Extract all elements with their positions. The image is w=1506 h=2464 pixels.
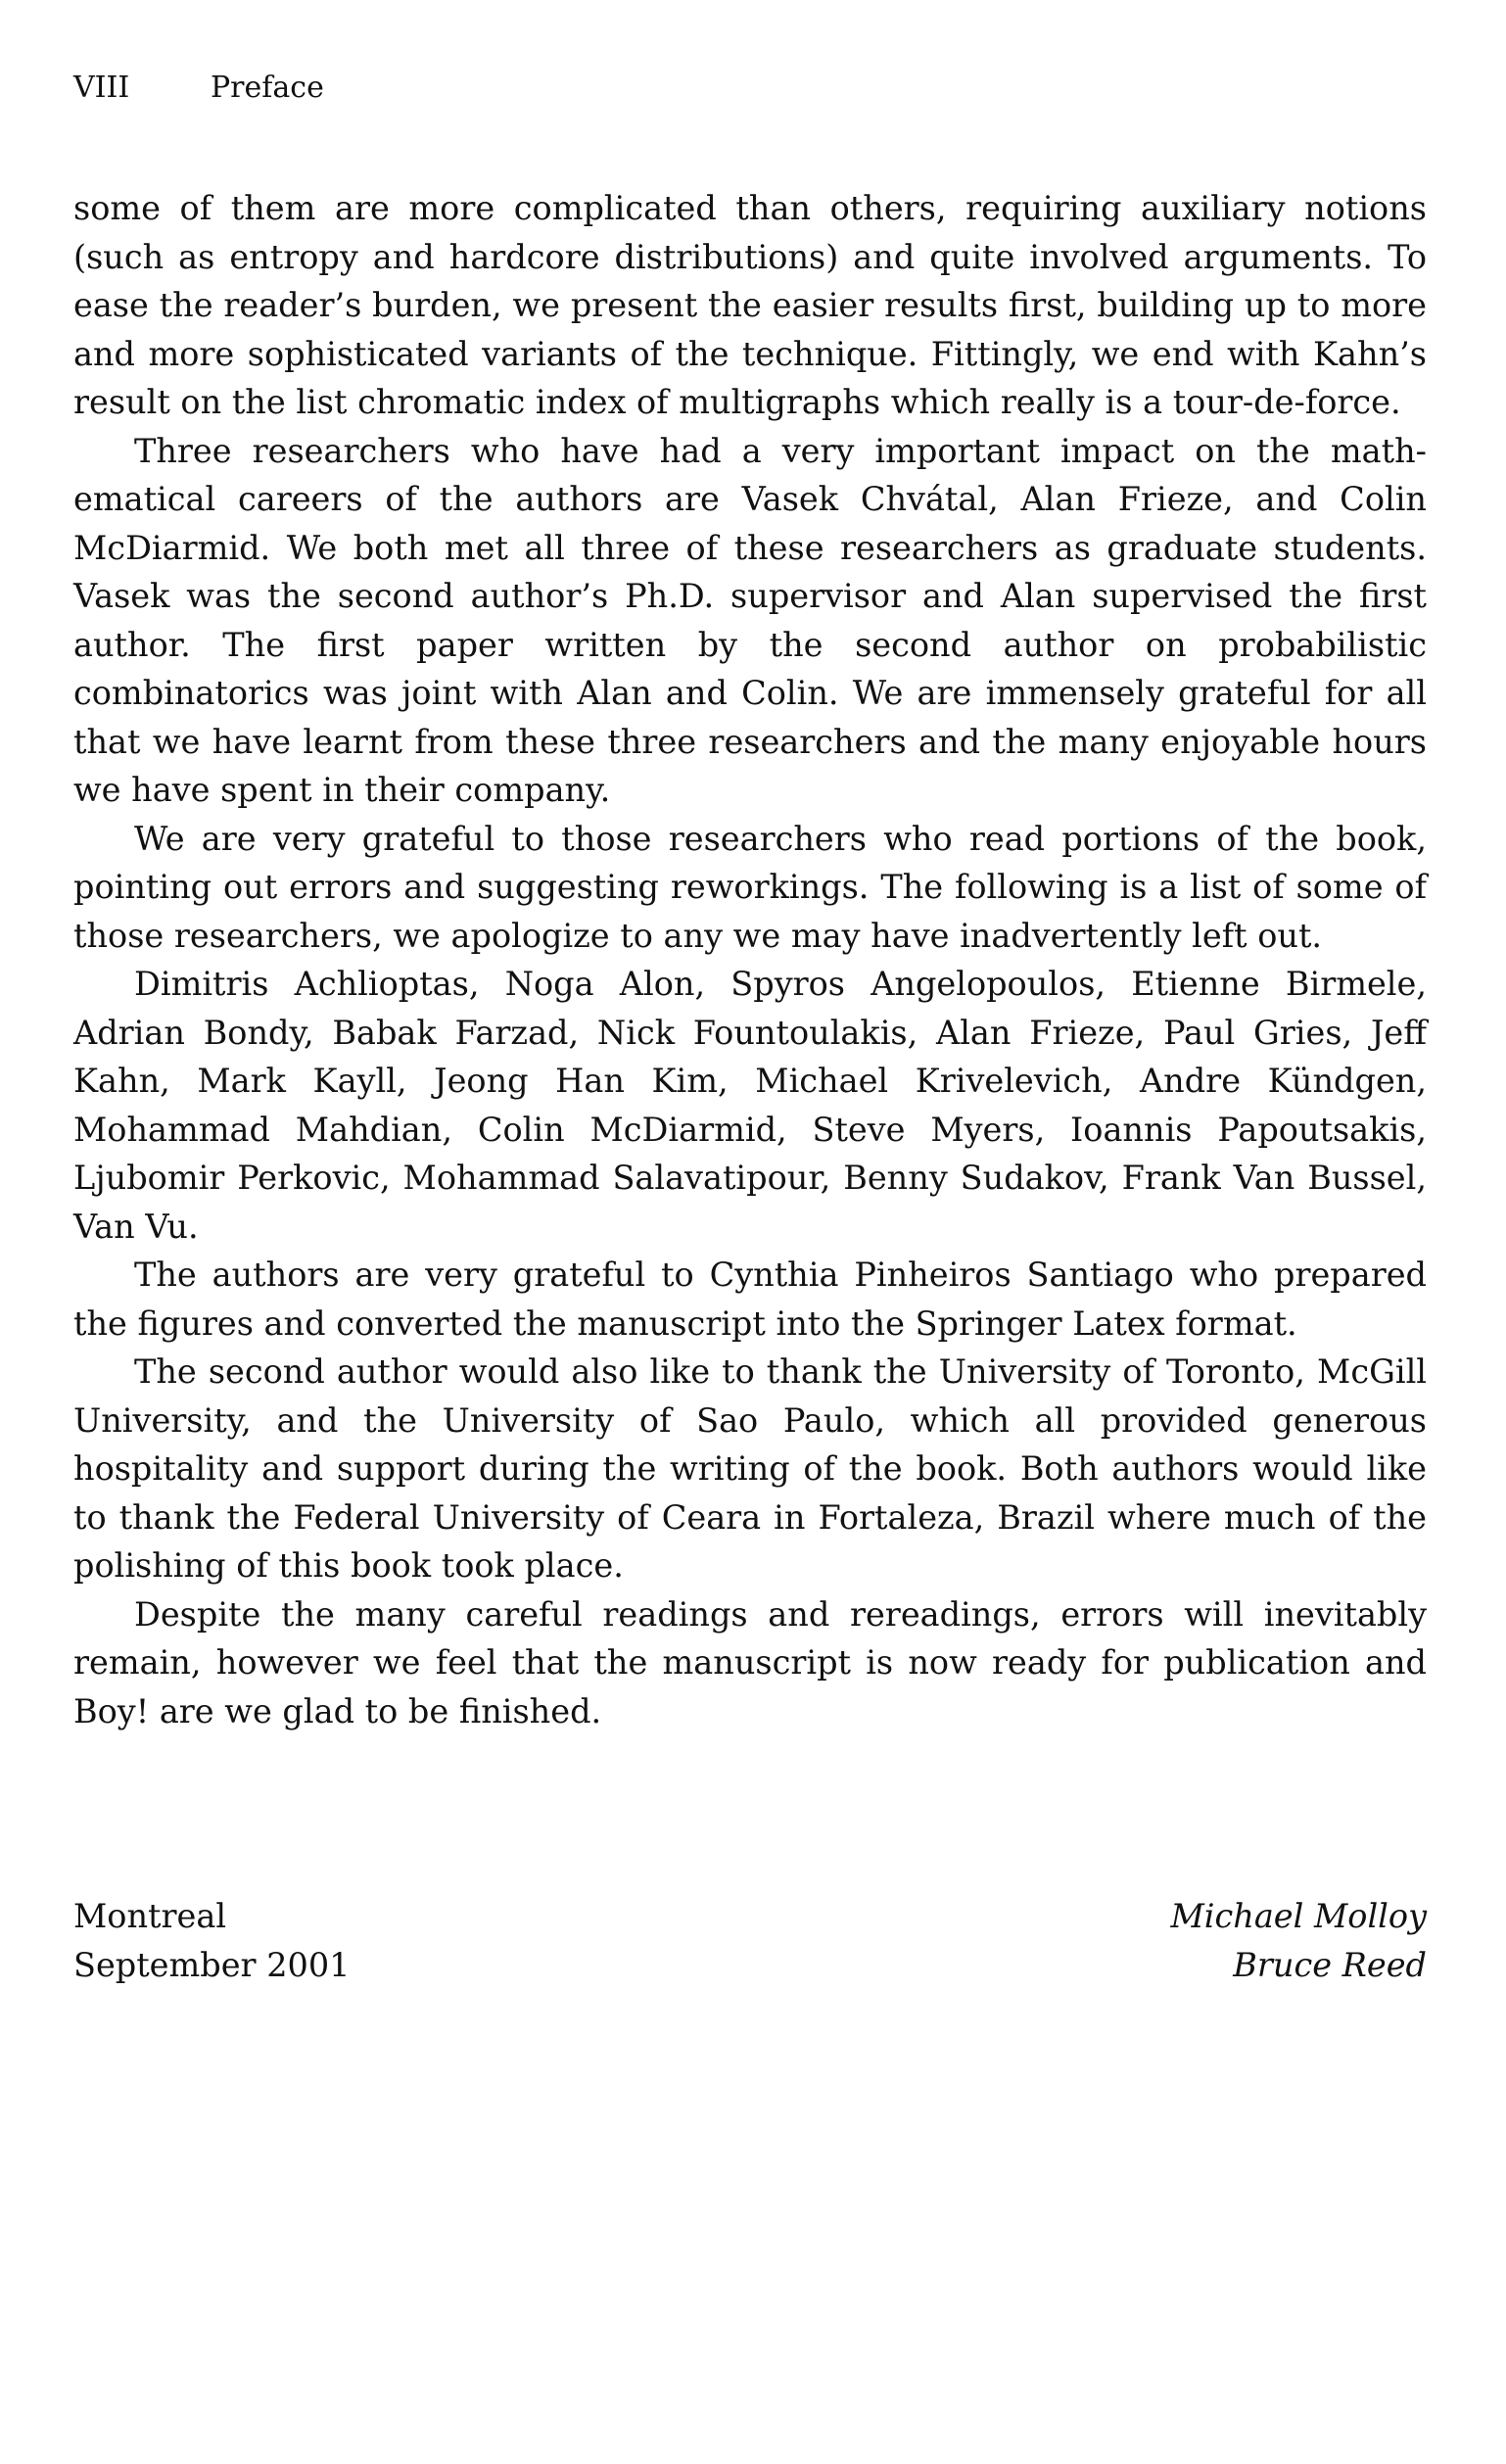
paragraph-university-thanks: The second author would also like to thank the University of Toronto, McGill University, and the University of Sao Paulo, which all provided generous hospitality and support during the writing of the book. Both authors would like to thank the Federal University of Ceara in Fortaleza, Brazil where much of the polishing of this book took place. bbox=[73, 1352, 1427, 1585]
paragraph-reader-names: Dimitris Achlioptas, Noga Alon, Spyros Angelopoulos, Etienne Birmele, Adrian Bondy, Babak Farzad, Nick Fountoulakis, Alan Frieze, Paul Gries, Jeff Kahn, Mark Kayll, Jeong Han Kim, Michael Krivelevich, Andre Kündgen, Mohammad Mahdian, Colin McDiarmid, Steve Myers, Ioannis Papoutsakis, Ljubomir Perkovic, Mohammad Salavatipour, Benny Sudakov, Frank Van Bussel, Van Vu. bbox=[73, 965, 1427, 1246]
preface-body bbox=[73, 184, 1427, 1735]
date: September 2001 bbox=[73, 1946, 351, 1984]
paragraph-readers-thanks: We are very grateful to those researchers who read portions of the book, pointing out errors and suggesting reworkings. The following is a list of some of those researchers, we apologize to any we may have inadvertently left out. bbox=[73, 819, 1427, 955]
author-name: Bruce Reed bbox=[1233, 1946, 1427, 1984]
authors bbox=[1170, 1892, 1427, 1990]
place-and-date bbox=[73, 1892, 350, 1990]
paragraph-continuation: some of them are more complicated than others, requiring auxiliary notions (such as entropy and hardcore distributions) and quite involved arguments. To ease the reader’s burden, we present the easier results first, building up to more and more sophisticated variants of the technique. Fittingly, we end with Kahn’s result on the list chromatic index of multigraphs which really is a tour-de-force. bbox=[73, 189, 1427, 421]
paragraph-influential-researchers: Three researchers who have had a very important impact on the mathematical careers of the authors are Vasek Chvátal, Alan Frieze, and Colin McDiarmid. We both met all three of these researchers as graduate students. Vasek was the second author’s Ph.D. supervisor and Alan supervised the first author. The first paper written by the second author on probabilistic combinatorics was joint with Alan and Colin. We are immensely grateful for all that we have learnt from these three researchers and the many enjoyable hours we have spent in their company. bbox=[73, 431, 1427, 809]
place: Montreal bbox=[73, 1897, 227, 1935]
paragraph-figures-thanks: The authors are very grateful to Cynthia Pinheiros Santiago who prepared the figures and converted the manuscript into the Springer Latex format. bbox=[73, 1256, 1427, 1343]
paragraph-closing: Despite the many careful readings and rereadings, errors will inevitably remain, however we feel that the manuscript is now ready for publication and Boy! are we glad to be finished. bbox=[73, 1594, 1427, 1730]
author-name: Michael Molloy bbox=[1170, 1897, 1427, 1935]
running-head bbox=[73, 69, 324, 108]
section-title: Preface bbox=[211, 71, 324, 105]
page-number: VIII bbox=[73, 71, 130, 105]
